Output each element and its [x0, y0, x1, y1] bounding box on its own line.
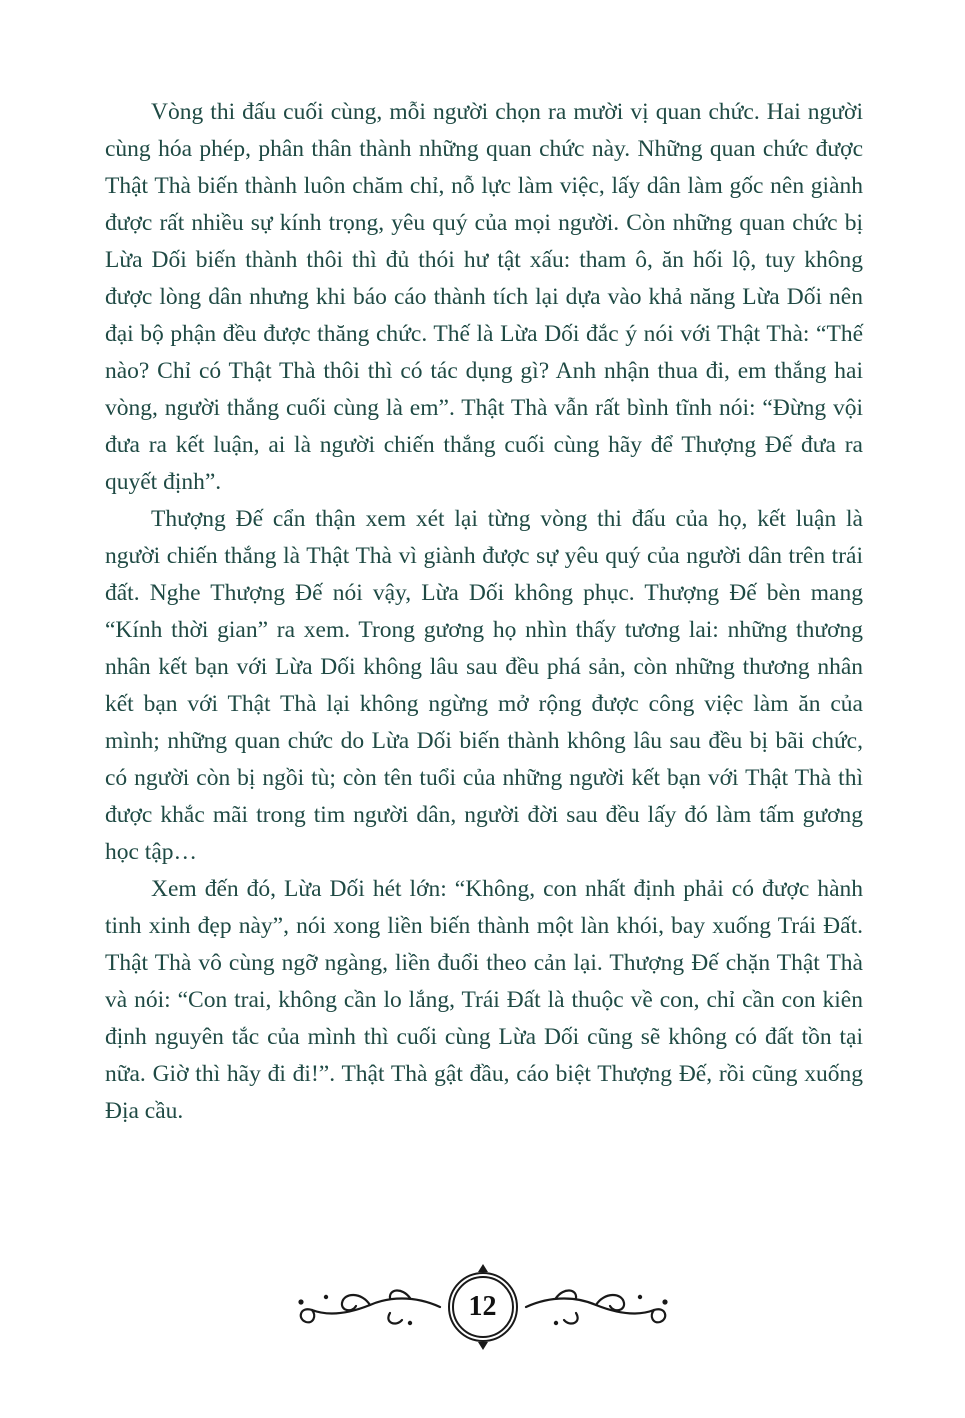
- paragraph-2: Thượng Đế cẩn thận xem xét lại từng vòng thi đấu của họ, kết luận là người chiến thắng là Thật Thà vì giành được sự yêu quý của người dân trên trái đất. Nghe Thượng Đế nói vậy, Lừa Dối không phục. Thượng Đế bèn mang “Kính thời gian” ra xem. Trong gương họ nhìn thấy tương lai: những thương nhân kết bạn với Lừa Dối không lâu sau đều phá sản, còn những thương nhân kết bạn với Thật Thà lại không ngừng mở rộng được công việc làm ăn của mình; những quan chức do Lừa Dối biến thành không lâu sau đều bị bãi chức, có người còn bị ngồi tù; còn tên tuổi của những người kết bạn với Thật Thà thì được khắc mãi trong tim người dân, người đời sau đều lấy đó làm tấm gương học tập…: [105, 506, 863, 865]
- page-number-badge: [448, 1272, 518, 1342]
- left-flourish-ornament: [292, 1279, 442, 1335]
- page-footer: [0, 1262, 965, 1352]
- right-flourish-ornament: [524, 1279, 674, 1335]
- page-number: 12: [468, 1291, 497, 1322]
- paragraph-3: Xem đến đó, Lừa Dối hét lớn: “Không, con nhất định phải có được hành tinh xinh đẹp này”, nói xong liền biến thành một làn khói, bay xuống Trái Đất. Thật Thà vô cùng ngỡ ngàng, liền đuổi theo cản lại. Thượng Đế chặn Thật Thà và nói: “Con trai, không cần lo lắng, Trái Đất là thuộc về con, chỉ cần con kiên định nguyên tắc của mình thì cuối cùng Lừa Dối cũng sẽ không có đất tồn tại nữa. Giờ thì hãy đi đi!”. Thật Thà gật đầu, cáo biệt Thượng Đế, rồi cũng xuống Địa cầu.: [105, 876, 863, 1124]
- paragraph-1: Vòng thi đấu cuối cùng, mỗi người chọn ra mười vị quan chức. Hai người cùng hóa phép, phân thân thành những quan chức này. Những quan chức được Thật Thà biến thành luôn chăm chỉ, nỗ lực làm việc, lấy dân làm gốc nên giành được rất nhiều sự kính trọng, yêu quý của mọi người. Còn những quan chức bị Lừa Dối biến thành thôi thì đủ thói hư tật xấu: tham ô, ăn hối lộ, tuy không được lòng dân nhưng khi báo cáo thành tích lại dựa vào khả năng Lừa Dối nên đại bộ phận đều được thăng chức. Thế là Lừa Dối đắc ý nói với Thật Thà: “Thế nào? Chỉ có Thật Thà thôi thì có tác dụng gì? Anh nhận thua đi, em thắng hai vòng, người thắng cuối cùng là em”. Thật Thà vẫn rất bình tĩnh nói: “Đừng vội đưa ra kết luận, ai là người chiến thắng cuối cùng hãy để Thượng Đế đưa ra quyết định”.: [105, 99, 863, 495]
- body-text: [105, 94, 863, 1130]
